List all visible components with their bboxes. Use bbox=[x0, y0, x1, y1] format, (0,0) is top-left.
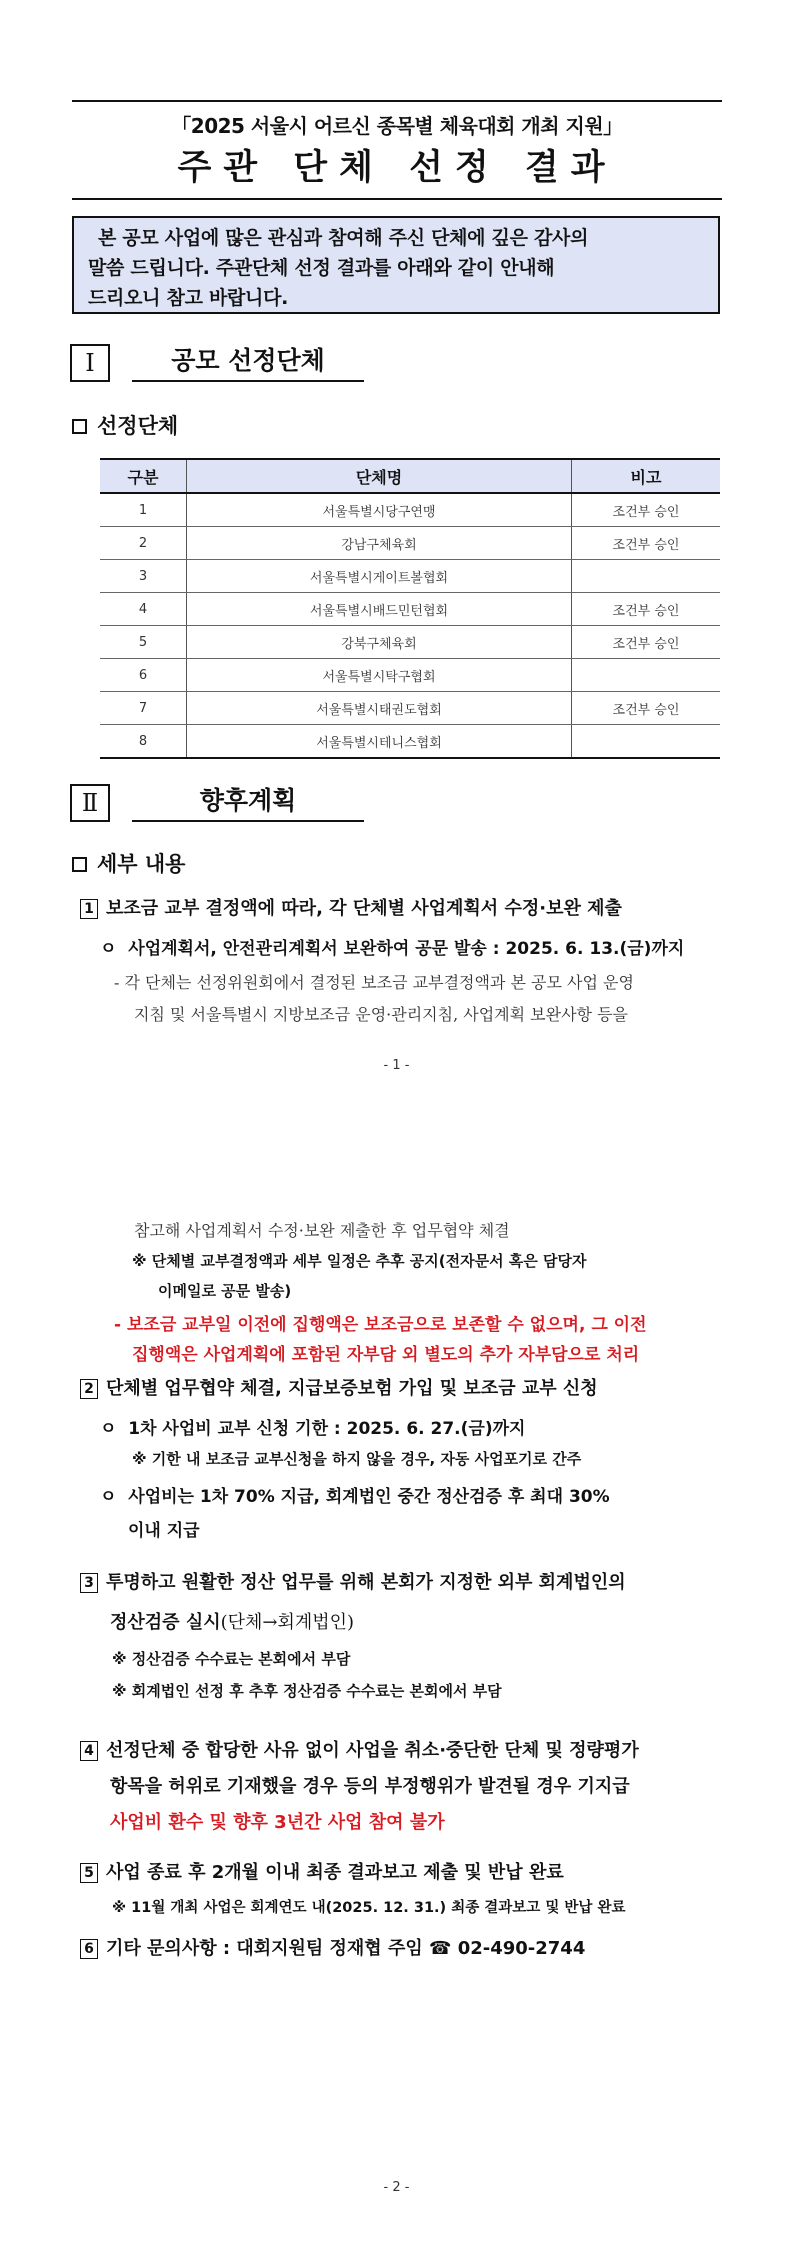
table-cell-name: 서울특별시배드민턴협회 bbox=[187, 593, 572, 626]
table-cell-remarks: 조건부 승인 bbox=[572, 493, 721, 527]
item-4-line-1: 선정단체 중 합당한 사유 없이 사업을 취소·중단한 단체 및 정량평가 bbox=[106, 1740, 639, 1761]
table-cell-remarks: 조건부 승인 bbox=[572, 527, 721, 560]
section-1-title: 공모 선정단체 bbox=[132, 344, 364, 382]
circle-bullet-icon: ㅇ bbox=[100, 939, 129, 959]
square-bullet-icon bbox=[72, 419, 87, 434]
document-subtitle: 「2025 서울시 어르신 종목별 체육대회 개최 지원」 bbox=[171, 114, 623, 138]
table-row bbox=[100, 725, 720, 759]
item-5-note: ※ 11월 개최 사업은 회계연도 내(2025. 12. 31.) 최종 결과보고 및 반납 완료 bbox=[112, 1900, 626, 1916]
table-cell-remarks bbox=[572, 659, 721, 692]
item-4-number: 4 bbox=[80, 1741, 98, 1761]
table-cell-name: 서울특별시당구연맹 bbox=[187, 493, 572, 527]
table-cell-name: 서울특별시탁구협회 bbox=[187, 659, 572, 692]
square-bullet-icon bbox=[72, 857, 87, 872]
table-header-category: 구분 bbox=[100, 459, 187, 493]
section-1-heading-text: 선정단체 bbox=[97, 414, 179, 438]
item-2-text: 단체별 업무협약 체결, 지급보증보험 가입 및 보조금 교부 신청 bbox=[106, 1378, 598, 1399]
item-2-bullet-2-text: 사업비는 1차 70% 지급, 회계법인 중간 정산검증 후 최대 30% bbox=[128, 1487, 610, 1507]
intro-line-1: 본 공모 사업에 많은 관심과 참여해 주신 단체에 깊은 감사의 bbox=[98, 227, 589, 249]
page-number-2: - 2 - bbox=[383, 2180, 410, 2195]
section-2-heading bbox=[72, 848, 185, 878]
table-cell-category: 5 bbox=[100, 626, 187, 659]
table-header-row bbox=[100, 459, 720, 493]
item-4-line-3: 사업비 환수 및 향후 3년간 사업 참여 불가 bbox=[110, 1812, 445, 1833]
item-1-text: 보조금 교부 결정액에 따라, 각 단체별 사업계획서 수정·보완 제출 bbox=[106, 898, 622, 919]
table-row bbox=[100, 560, 720, 593]
item-2-bullet-1-text: 1차 사업비 교부 신청 기한 : 2025. 6. 27.(금)까지 bbox=[128, 1419, 526, 1439]
item-5-text: 사업 종료 후 2개월 이내 최종 결과보고 제출 및 반납 완료 bbox=[106, 1862, 564, 1883]
section-1-number: Ⅰ bbox=[70, 344, 110, 382]
table-cell-category: 4 bbox=[100, 593, 187, 626]
section-2-number: Ⅱ bbox=[70, 784, 110, 822]
item-3 bbox=[80, 1566, 626, 1600]
table-cell-remarks bbox=[572, 560, 721, 593]
table-cell-remarks bbox=[572, 725, 721, 759]
table-cell-category: 8 bbox=[100, 725, 187, 759]
section-2-heading-text: 세부 내용 bbox=[97, 852, 186, 876]
item-5 bbox=[80, 1856, 564, 1890]
table-cell-remarks: 조건부 승인 bbox=[572, 626, 721, 659]
table-cell-name: 서울특별시태권도협회 bbox=[187, 692, 572, 725]
table-header-name: 단체명 bbox=[187, 459, 572, 493]
document-title: 주관 단체 선정 결과 bbox=[177, 148, 617, 188]
table-row bbox=[100, 493, 720, 527]
item-1-dash-line-1: - 각 단체는 선정위원회에서 결정된 보조금 교부결정액과 본 공모 사업 운영 bbox=[114, 973, 634, 992]
item-6-text: 기타 문의사항 : 대회지원팀 정재협 주임 ☎ 02-490-2744 bbox=[106, 1938, 586, 1959]
table-row bbox=[100, 659, 720, 692]
item-3-line-1: 투명하고 원활한 정산 업무를 위해 본회가 지정한 외부 회계법인의 bbox=[106, 1572, 626, 1593]
item-2 bbox=[80, 1372, 598, 1406]
item-3-line-2-bold: 정산검증 실시 bbox=[110, 1612, 221, 1633]
table-cell-category: 3 bbox=[100, 560, 187, 593]
intro-box bbox=[72, 216, 720, 314]
intro-line-2: 말씀 드립니다. 주관단체 선정 결과를 아래와 같이 안내해 bbox=[88, 257, 555, 279]
item-1-red-line-1: - 보조금 교부일 이전에 집행액은 보조금으로 보존할 수 없으며, 그 이전 bbox=[114, 1315, 647, 1335]
table-cell-name: 강남구체육회 bbox=[187, 527, 572, 560]
item-2-note-1: ※ 기한 내 보조금 교부신청을 하지 않을 경우, 자동 사업포기로 간주 bbox=[132, 1450, 582, 1468]
table-cell-remarks: 조건부 승인 bbox=[572, 692, 721, 725]
table-cell-category: 1 bbox=[100, 493, 187, 527]
page-number-1: - 1 - bbox=[383, 1058, 410, 1073]
item-1-number: 1 bbox=[80, 899, 98, 919]
table-row bbox=[100, 527, 720, 560]
item-1-dash-line-2: 지침 및 서울특별시 지방보조금 운영·관리지침, 사업계획 보완사항 등을 bbox=[134, 1005, 628, 1024]
item-1 bbox=[80, 892, 622, 926]
section-2-title: 향후계획 bbox=[132, 784, 364, 822]
table-row bbox=[100, 593, 720, 626]
item-5-number: 5 bbox=[80, 1863, 98, 1883]
table-cell-remarks: 조건부 승인 bbox=[572, 593, 721, 626]
table-cell-name: 서울특별시테니스협회 bbox=[187, 725, 572, 759]
item-1-note-line-1: ※ 단체별 교부결정액과 세부 일정은 추후 공지(전자문서 혹은 담당자 bbox=[132, 1252, 587, 1270]
table-cell-category: 7 bbox=[100, 692, 187, 725]
item-1-dash-line-3: 참고해 사업계획서 수정·보완 제출한 후 업무협약 체결 bbox=[134, 1221, 510, 1240]
item-3-note-1: ※ 정산검증 수수료는 본회에서 부담 bbox=[112, 1650, 351, 1668]
table-cell-name: 강북구체육회 bbox=[187, 626, 572, 659]
table-cell-category: 2 bbox=[100, 527, 187, 560]
item-3-line-2-plain: (단체→회계법인) bbox=[220, 1612, 355, 1633]
circle-bullet-icon: ㅇ bbox=[100, 1419, 129, 1439]
item-3-line-2 bbox=[110, 1606, 354, 1640]
circle-bullet-icon: ㅇ bbox=[100, 1487, 129, 1507]
item-2-number: 2 bbox=[80, 1379, 98, 1399]
item-4-line-2: 항목을 허위로 기재했을 경우 등의 부정행위가 발견될 경우 기지급 bbox=[110, 1776, 630, 1797]
table-header-remarks: 비고 bbox=[572, 459, 721, 493]
section-1-heading bbox=[72, 410, 178, 440]
item-2-bullet-1 bbox=[100, 1414, 525, 1439]
table-row bbox=[100, 626, 720, 659]
selected-organizations-table bbox=[100, 458, 720, 759]
top-rule bbox=[72, 100, 722, 102]
item-1-note-line-2: 이메일로 공문 발송) bbox=[158, 1282, 292, 1300]
item-1-red-line-2: 집행액은 사업계획에 포함된 자부담 외 별도의 추가 자부담으로 처리 bbox=[132, 1345, 640, 1365]
intro-line-3: 드리오니 참고 바랍니다. bbox=[88, 287, 289, 309]
item-6 bbox=[80, 1932, 585, 1966]
table-cell-category: 6 bbox=[100, 659, 187, 692]
item-3-note-2: ※ 회계법인 선정 후 추후 정산검증 수수료는 본회에서 부담 bbox=[112, 1682, 502, 1700]
item-2-bullet-2 bbox=[100, 1482, 610, 1507]
item-6-number: 6 bbox=[80, 1939, 98, 1959]
table-row bbox=[100, 692, 720, 725]
item-3-number: 3 bbox=[80, 1573, 98, 1593]
title-bottom-rule bbox=[72, 198, 722, 200]
item-1-bullet-text: 사업계획서, 안전관리계획서 보완하여 공문 발송 : 2025. 6. 13.(금)까지 bbox=[128, 939, 685, 959]
item-4 bbox=[80, 1734, 639, 1768]
item-1-bullet bbox=[100, 934, 684, 959]
table-cell-name: 서울특별시게이트볼협회 bbox=[187, 560, 572, 593]
item-2-bullet-2-line-2: 이내 지급 bbox=[128, 1521, 200, 1541]
